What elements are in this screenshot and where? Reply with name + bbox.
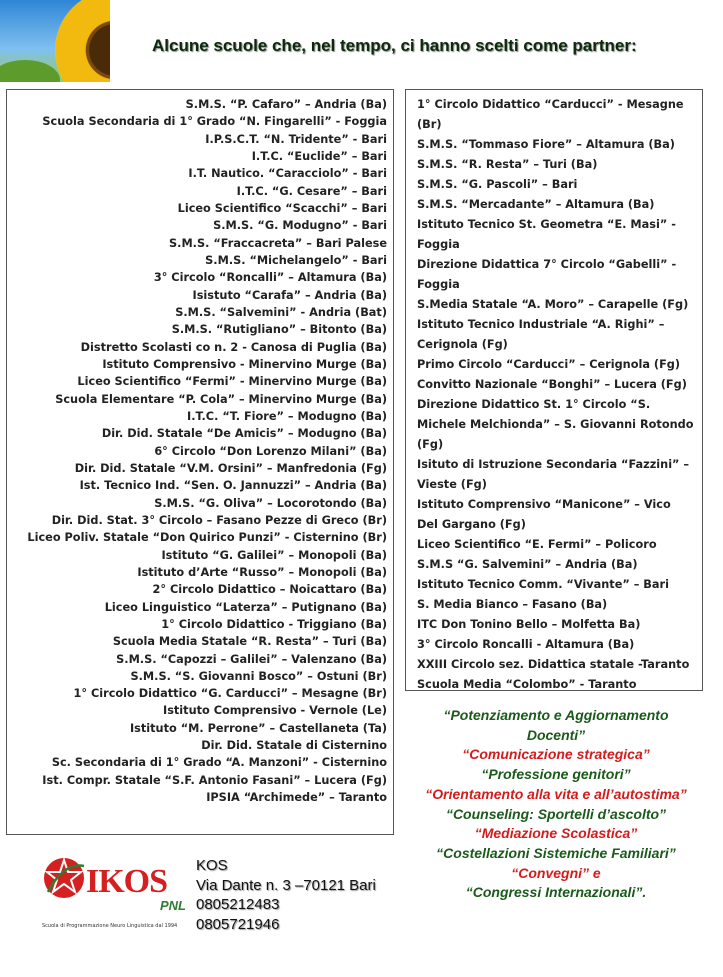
logo-wordmark: IKOS bbox=[86, 863, 168, 900]
contact-address: Via Dante n. 3 –70121 Bari bbox=[196, 876, 376, 894]
school-item: IPSIA “Archimede” – Taranto bbox=[206, 791, 387, 805]
school-item: Istituto “G. Galilei” – Monopoli (Ba) bbox=[161, 548, 387, 562]
services-list bbox=[418, 706, 694, 903]
school-item: I.T. Nautico. “Caracciolo” - Bari bbox=[188, 167, 387, 181]
page-headline: Alcune scuole che, nel tempo, ci hanno scelti come partner: bbox=[152, 36, 637, 55]
school-item: S.M.S. “G. Oliva” – Locorotondo (Ba) bbox=[154, 496, 387, 510]
service-item: “Congressi Internazionali”. bbox=[465, 884, 647, 901]
contact-phone-1[interactable]: 0805212483 bbox=[196, 896, 280, 913]
service-item: “Orientamento alla vita e all’autostima” bbox=[425, 785, 687, 802]
contact-block bbox=[196, 856, 376, 934]
school-item: Scuola Secondaria di 1° Grado “N. Fingarelli” - Foggia bbox=[42, 115, 387, 129]
schools-list-right bbox=[405, 89, 703, 691]
school-item: S.Media Statale “A. Moro” – Carapelle (Fg) bbox=[417, 298, 689, 311]
school-item: S.M.S. “Capozzi – Galilei” – Valenzano (Ba) bbox=[116, 652, 387, 666]
school-item: Istituto Tecnico St. Geometra “E. Masi” - Foggia bbox=[417, 218, 676, 251]
school-item: Sc. Secondaria di 1° Grado “A. Manzoni” - Cisternino bbox=[51, 756, 387, 770]
star-emblem-icon bbox=[44, 858, 84, 898]
logo-pnl: PNL bbox=[160, 898, 186, 913]
school-item: Istituto Comprensivo - Minervino Murge (Ba) bbox=[102, 357, 387, 371]
school-item: S.M.S. “G. Modugno” - Bari bbox=[213, 219, 387, 233]
school-item: S.M.S. “S. Giovanni Bosco” – Ostuni (Br) bbox=[130, 669, 387, 683]
school-item: Direzione Didattica 7° Circolo “Gabelli” - Foggia bbox=[417, 258, 677, 291]
school-item: Istituto “M. Perrone” – Castellaneta (Ta) bbox=[129, 721, 387, 735]
school-item: Liceo Scientifico “Scacchi” – Bari bbox=[177, 201, 387, 215]
service-item: “Professione genitori” bbox=[481, 766, 631, 783]
school-item: Convitto Nazionale “Bonghi” – Lucera (Fg) bbox=[417, 378, 687, 391]
school-item: Ist. Tecnico Ind. “Sen. O. Jannuzzi” – Andria (Ba) bbox=[79, 479, 387, 493]
school-item: S.M.S. “G. Pascoli” – Bari bbox=[417, 178, 578, 191]
service-item: “Costellazioni Sistemiche Familiari” bbox=[436, 844, 676, 861]
service-item: “Convegni” e bbox=[511, 864, 601, 881]
service-item: “Comunicazione strategica” bbox=[462, 746, 650, 763]
school-item: Istituto Comprensivo “Manicone” – Vico Del Gargano (Fg) bbox=[417, 498, 671, 531]
school-item: 2° Circolo Didattico – Noicattaro (Ba) bbox=[152, 583, 387, 597]
school-item: I.T.C. “T. Fiore” – Modugno (Ba) bbox=[187, 409, 387, 423]
school-item: 1° Circolo Didattico - Triggiano (Ba) bbox=[161, 617, 387, 631]
school-item: S.M.S. “Michelangelo” - Bari bbox=[205, 253, 387, 267]
school-item: I.T.C. “Euclide” – Bari bbox=[251, 149, 387, 163]
service-item: “Counseling: Sportelli d’ascolto” bbox=[445, 805, 667, 822]
school-item: S.M.S. “Tommaso Fiore” – Altamura (Ba) bbox=[417, 138, 675, 151]
school-item: I.T.C. “G. Cesare” – Bari bbox=[236, 184, 387, 198]
school-item: 3° Circolo “Roncalli” – Altamura (Ba) bbox=[153, 271, 387, 285]
school-item: S.M.S. “Fraccacreta” – Bari Palese bbox=[169, 236, 387, 250]
contact-name: KOS bbox=[196, 857, 228, 874]
school-item: I.P.S.C.T. “N. Tridente” - Bari bbox=[205, 132, 387, 146]
school-item: 1° Circolo Didattico “Carducci” - Mesagne (Br) bbox=[417, 98, 684, 131]
school-item: Dir. Did. Statale di Cisternino bbox=[201, 739, 387, 753]
school-item: Liceo Scientifico “E. Fermi” – Policoro bbox=[417, 538, 657, 551]
school-item: S.M.S. “P. Cafaro” – Andria (Ba) bbox=[185, 98, 387, 111]
school-item: Liceo Linguistico “Laterza” – Putignano (Ba) bbox=[104, 600, 387, 614]
school-item: ITC Don Tonino Bello – Molfetta Ba) bbox=[417, 618, 641, 631]
school-item: Isistuto “Carafa” – Andria (Ba) bbox=[192, 288, 387, 302]
school-item: Istituto Tecnico Industriale “A. Righi” – Cerignola (Fg) bbox=[417, 318, 665, 351]
school-item: S.M.S. “Mercadante” – Altamura (Ba) bbox=[417, 198, 655, 211]
sunflower-image bbox=[0, 0, 110, 82]
school-item: 1° Circolo Didattico “G. Carducci” – Mesagne (Br) bbox=[73, 687, 387, 701]
school-item: Ist. Compr. Statale “S.F. Antonio Fasani” – Lucera (Fg) bbox=[42, 773, 387, 787]
schools-list-left bbox=[6, 89, 394, 835]
school-item: XXIII Circolo sez. Didattica statale -Taranto bbox=[417, 658, 690, 671]
contact-phone-2[interactable]: 0805721946 bbox=[196, 915, 280, 933]
school-item: Liceo Scientifico “Fermi” - Minervino Murge (Ba) bbox=[77, 375, 387, 389]
service-item: “Potenziamento e Aggiornamento Docenti” bbox=[443, 707, 669, 743]
school-item: Scuola Media Statale “R. Resta” – Turi (Ba) bbox=[112, 635, 387, 649]
school-item: Primo Circolo “Carducci” – Cerignola (Fg) bbox=[417, 358, 681, 371]
school-item: S.M.S. “R. Resta” – Turi (Ba) bbox=[417, 158, 598, 171]
school-item: S.M.S. “Rutigliano” – Bitonto (Ba) bbox=[171, 323, 387, 337]
school-item: Scuola Media “Colombo” - Taranto bbox=[417, 678, 637, 691]
school-item: S. Media Bianco – Fasano (Ba) bbox=[417, 598, 608, 611]
school-item: Istituto Comprensivo - Vernole (Le) bbox=[162, 704, 387, 718]
school-item: Dir. Did. Statale “V.M. Orsini” – Manfredonia (Fg) bbox=[74, 461, 387, 475]
school-item: Direzione Didattico St. 1° Circolo “S. Michele Melchionda” – S. Giovanni Rotondo (Fg) bbox=[417, 398, 694, 451]
school-item: S.M.S. “Salvemini” - Andria (Bat) bbox=[175, 305, 387, 319]
school-item: Distretto Scolasti co n. 2 - Canosa di Puglia (Ba) bbox=[80, 340, 387, 354]
ikos-logo bbox=[40, 852, 190, 932]
school-item: Scuola Elementare “P. Cola” – Minervino Murge (Ba) bbox=[55, 392, 387, 406]
school-item: Dir. Did. Stat. 3° Circolo – Fasano Pezze di Greco (Br) bbox=[51, 513, 387, 527]
school-item: Liceo Poliv. Statale “Don Quirico Punzi” - Cisternino (Br) bbox=[27, 531, 387, 545]
school-item: Dir. Did. Statale “De Amicis” – Modugno (Ba) bbox=[101, 427, 387, 441]
school-item: 3° Circolo Roncalli - Altamura (Ba) bbox=[417, 638, 635, 651]
school-item: Istituto d’Arte “Russo” – Monopoli (Ba) bbox=[137, 565, 387, 579]
service-item: “Mediazione Scolastica” bbox=[474, 825, 638, 842]
school-item: Istituto Tecnico Comm. “Vivante” – Bari bbox=[417, 578, 669, 591]
school-item: 6° Circolo “Don Lorenzo Milani” (Ba) bbox=[154, 444, 387, 458]
school-item: S.M.S “G. Salvemini” – Andria (Ba) bbox=[417, 558, 638, 571]
logo-tagline: Scuola di Programmazione Neuro Linguistica dal 1994 bbox=[42, 923, 178, 929]
school-item: Isituto di Istruzione Secondaria “Fazzini” – Vieste (Fg) bbox=[417, 458, 690, 491]
